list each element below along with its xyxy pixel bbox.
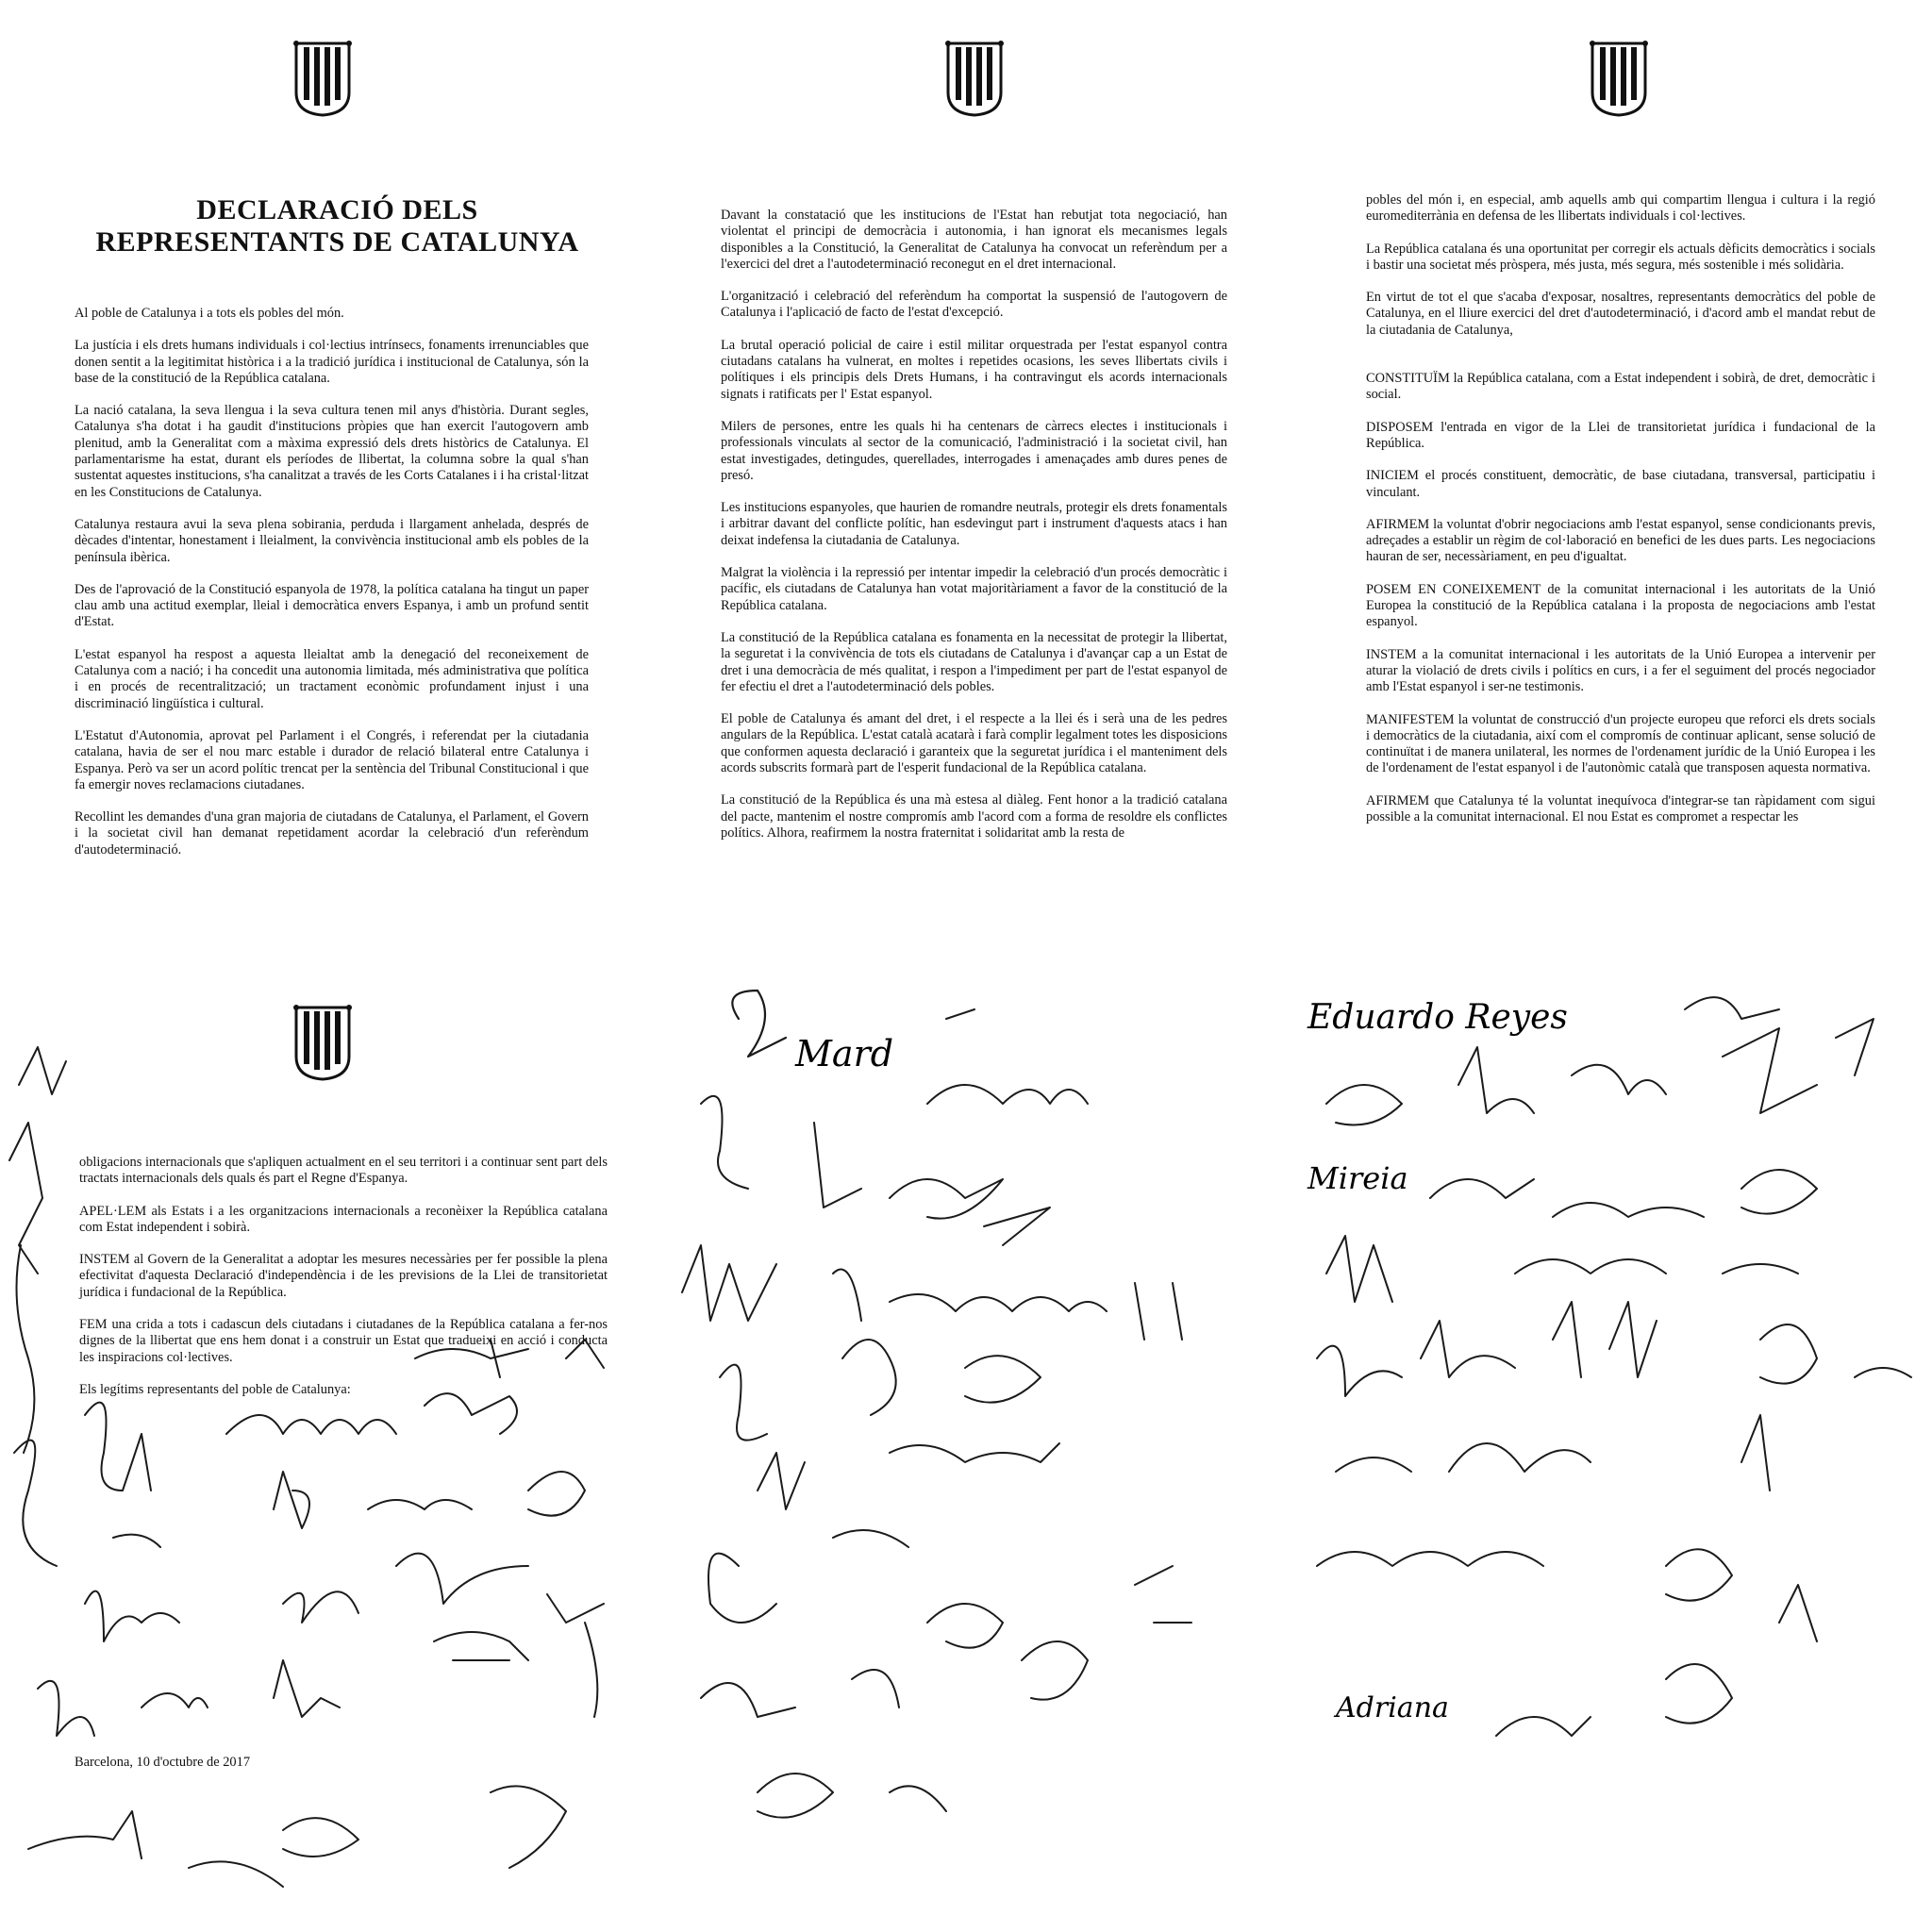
signatures-group-2 bbox=[644, 962, 1289, 1932]
page-2-text bbox=[721, 208, 1227, 858]
declaration-page-1 bbox=[0, 0, 644, 962]
paragraph: La justícia i els drets humans individuals i col·lectius intrínsecs, fonaments irrenunciables que donen sentit a la legitimitat històrica i a la tradició jurídica i institucional de Catalunya, són la base de la constitució de la República catalana. bbox=[75, 338, 589, 386]
catalan-coat-of-arms-icon bbox=[944, 38, 1005, 117]
paragraph: Recollint les demandes d'una gran majoria de ciutadans de Catalunya, el Parlament, el Govern i la societat civil han demanat repetidament acordar la celebració d'un referèndum d'autodeterminació. bbox=[75, 809, 589, 858]
declaration-page-4 bbox=[0, 962, 644, 1932]
paragraph: CONSTITUÏM la República catalana, com a Estat independent i sobirà, de dret, democràtic i social. bbox=[1366, 371, 1875, 403]
signatures-group-3 bbox=[1289, 962, 1932, 1932]
signatures-page-2 bbox=[1289, 962, 1932, 1932]
paragraph: Al poble de Catalunya i a tots els pobles del món. bbox=[75, 306, 344, 321]
page-3-text bbox=[1366, 192, 1875, 841]
declaration-page-3 bbox=[1289, 0, 1932, 962]
paragraph: Milers de persones, entre les quals hi ha centenars de càrrecs electes i institucionals i professionals vinculats al sector de la comunicació, l'administració i la societat civil, han estat investigades, detingudes, querellades, interrogades i amenaçades amb dures penes de presó. bbox=[721, 418, 1227, 483]
paragraph: AFIRMEM que Catalunya té la voluntat inequívoca d'integrar-se tan ràpidament com sigui possible a la comunitat internacional. El nou Estat es compromet a respectar les bbox=[1366, 792, 1875, 825]
page-1-text bbox=[75, 306, 589, 874]
paragraph: FEM una crida a tots i cadascun dels ciutadans i ciutadanes de la República catalana a fer-nos dignes de la llibertat que ens hem donat i a construir un Estat que tradueixi en acció i conducta les inspiracions col·lectives. bbox=[79, 1317, 608, 1365]
declaration-title bbox=[0, 194, 644, 258]
catalan-coat-of-arms-icon bbox=[1589, 38, 1649, 117]
paragraph: En virtut de tot el que s'acaba d'exposar, nosaltres, representants democràtics del poble de Catalunya, en el lliure exercici del dret d'autodeterminació, i d'acord amb el mandat rebut de la ciutadania de Catalunya, bbox=[1366, 290, 1875, 338]
signature-eduardo-reyes: Eduardo Reyes bbox=[1307, 998, 1568, 1037]
paragraph: La brutal operació policial de caire i estil militar orquestrada per l'estat espanyol contra ciutadans catalans ha vulnerat, en moltes i repetides ocasions, les seves llibertats civils i polítiques i els principis dels Drets Humans, i ha contravingut els acords internacionals signats i ratificats per l' Estat espanyol. bbox=[721, 337, 1227, 402]
signatures-group-1 bbox=[0, 962, 644, 1932]
paragraph: Des de l'aprovació de la Constitució espanyola de 1978, la política catalana ha tingut un paper clau amb una actitud exemplar, lleial i democràtica envers Espanya, i amb un profund sentit d'Estat. bbox=[75, 581, 589, 630]
paragraph: Malgrat la violència i la repressió per intentar impedir la celebració d'un procés democràtic i pacífic, els ciutadans de Catalunya han votat majoritàriament a favor de la constitució de la República catalana. bbox=[721, 565, 1227, 613]
paragraph: La constitució de la República catalana es fonamenta en la necessitat de protegir la llibertat, la seguretat i la convivència de tots els ciutadans de Catalunya i d'avançar cap a un Estat de dret i una democràcia de més qualitat, i respon a l'impediment per part de l'estat espanyol de fer efectiu el dret a l'autodeterminació dels pobles. bbox=[721, 629, 1227, 694]
paragraph: El poble de Catalunya és amant del dret, i el respecte a la llei és i serà una de les pedres angulars de la República. L'estat català acatarà i farà complir legalment totes les disposicions que conformen aquesta declaració i garanteix que la seguretat jurídica i el manteniment dels acords subscrits formarà part de l'esperit fundacional de la República catalana. bbox=[721, 711, 1227, 776]
paragraph: INSTEM a la comunitat internacional i les autoritats de la Unió Europea a intervenir per aturar la violació de drets civils i polítics en curs, i a fer el seguiment del procés negociador amb l'Estat espanyol i ser-ne testimonis. bbox=[1366, 646, 1875, 695]
paragraph: Catalunya restaura avui la seva plena sobirania, perduda i llargament anhelada, després de dècades d'intentar, honestament i lleialment, la convivència institucional amb els pobles de la península ibèrica. bbox=[75, 516, 589, 565]
paragraph: L'Estatut d'Autonomia, aprovat pel Parlament i el Congrés, i referendat per la ciutadania catalana, havia de ser el nou marc estable i durador de relació bilateral entre Catalunya i Espanya. Però va ser un acord polític trencat per la sentència del Tribunal Constitucional i que fa emergir noves reclamacions ciutadanes. bbox=[75, 727, 589, 792]
paragraph: POSEM EN CONEIXEMENT de la comunitat internacional i les autoritats de la Unió Europea la constitució de la República catalana i la proposta de negociacions amb l'estat espanyol. bbox=[1366, 581, 1875, 630]
title-line-2: REPRESENTANTS DE CATALUNYA bbox=[95, 226, 579, 258]
title-line-1: DECLARACIÓ DELS bbox=[196, 194, 478, 225]
catalan-coat-of-arms-icon bbox=[292, 38, 353, 117]
paragraph: MANIFESTEM la voluntat de construcció d'un projecte europeu que reforci els drets socials i democràtics de la ciutadania, així com el compromís de continuar aplicant, sense solució de continuïtat i de manera unilateral, les normes de l'ordenament jurídic de la Unió Europea i les de l'ordenament de l'estat espanyol i de l'autonòmic català que transposen aquesta normativa. bbox=[1366, 711, 1875, 776]
paragraph: INSTEM al Govern de la Generalitat a adoptar les mesures necessàries per fer possible la plena efectivitat d'aquesta Declaració d'independència i de les previsions de la Llei de transitorietat jurídica i fundacional de la República. bbox=[79, 1252, 608, 1300]
signature-adriana: Adriana bbox=[1336, 1691, 1449, 1724]
paragraph: obligacions internacionals que s'apliquen actualment en el seu territori i a continuar sent part dels tractats internacionals dels quals és part el Regne d'Espanya. bbox=[79, 1155, 608, 1187]
paragraph: La nació catalana, la seva llengua i la seva cultura tenen mil anys d'història. Durant segles, Catalunya s'ha dotat i ha gaudit d'institucions pròpies que han exercit l'autogovern amb plenitud, amb la Generalitat com a màxima expressió dels drets històrics de Catalunya. El parlamentarisme ha estat, durant els períodes de llibertat, la columna sobre la qual s'han sustentat aquestes institucions, s'ha canalitzat a través de les Corts Catalanes i i ha cristal·litzat en les Constitucions de Catalunya. bbox=[75, 403, 589, 500]
paragraph: pobles del món i, en especial, amb aquells amb qui compartim llengua i cultura i la regió euromediterrània en defensa de les llibertats individuals i col·lectives. bbox=[1366, 192, 1875, 225]
paragraph: Les institucions espanyoles, que haurien de romandre neutrals, protegir els drets fonamentals i arbitrar davant del conflicte polític, han esdevingut part i instrument d'aquests atacs i han deixat indefensa la ciutadania de Catalunya. bbox=[721, 500, 1227, 548]
paragraph: APEL·LEM als Estats i a les organitzacions internacionals a reconèixer la República catalana com Estat independent i sobirà. bbox=[79, 1203, 608, 1235]
paragraph: La República catalana és una oportunitat per corregir els actuals dèficits democràtics i socials i bastir una societat més pròspera, més justa, més segura, més sostenible i més solidària. bbox=[1366, 241, 1875, 273]
paragraph: L'estat espanyol ha respost a aquesta lleialtat amb la denegació del reconeixement de Catalunya com a nació; i ha concedit una autonomia limitada, més administrativa que política i en procés de recentralització; un tractament econòmic profundament injust i una discriminació lingüística i cultural. bbox=[75, 646, 589, 711]
paragraph: L'organització i celebració del referèndum ha comportat la suspensió de l'autogovern de Catalunya i l'aplicació de facto de l'estat d'excepció. bbox=[721, 289, 1227, 321]
paragraph: DISPOSEM l'entrada en vigor de la Llei de transitorietat jurídica i fundacional de la República. bbox=[1366, 419, 1875, 451]
signature-mard: Mard bbox=[795, 1033, 894, 1074]
paragraph: Davant la constatació que les institucions de l'Estat han rebutjat tota negociació, han violentat el principi de democràcia i autonomia, i han ignorat els mecanismes legals disponibles a la Constitució, la Generalitat de Catalunya ha convocat un referèndum per a l'exercici del dret a l'autodeterminació reconegut en el dret internacional. bbox=[721, 208, 1227, 272]
paragraph: Els legítims representants del poble de Catalunya: bbox=[79, 1381, 351, 1397]
signing-date: Barcelona, 10 d'octubre de 2017 bbox=[75, 1755, 251, 1770]
signature-mireia: Mireia bbox=[1307, 1160, 1408, 1196]
paragraph: AFIRMEM la voluntat d'obrir negociacions amb l'estat espanyol, sense condicionants previs, adreçades a establir un règim de col·laboració en benefici de les dues parts. Les negociacions hauran de ser, necessàriament, en peu d'igualtat. bbox=[1366, 516, 1875, 565]
paragraph: La constitució de la República és una mà estesa al diàleg. Fent honor a la tradició catalana del pacte, mantenim el nostre compromís amb l'acord com a forma de resoldre els conflictes polítics. Alhora, reafirmem la nostra fraternitat i solidaritat amb la resta de bbox=[721, 792, 1227, 841]
paragraph: INICIEM el procés constituent, democràtic, de base ciutadana, transversal, participatiu i vinculant. bbox=[1366, 468, 1875, 500]
declaration-page-2 bbox=[644, 0, 1289, 962]
signatures-page-1 bbox=[644, 962, 1289, 1932]
